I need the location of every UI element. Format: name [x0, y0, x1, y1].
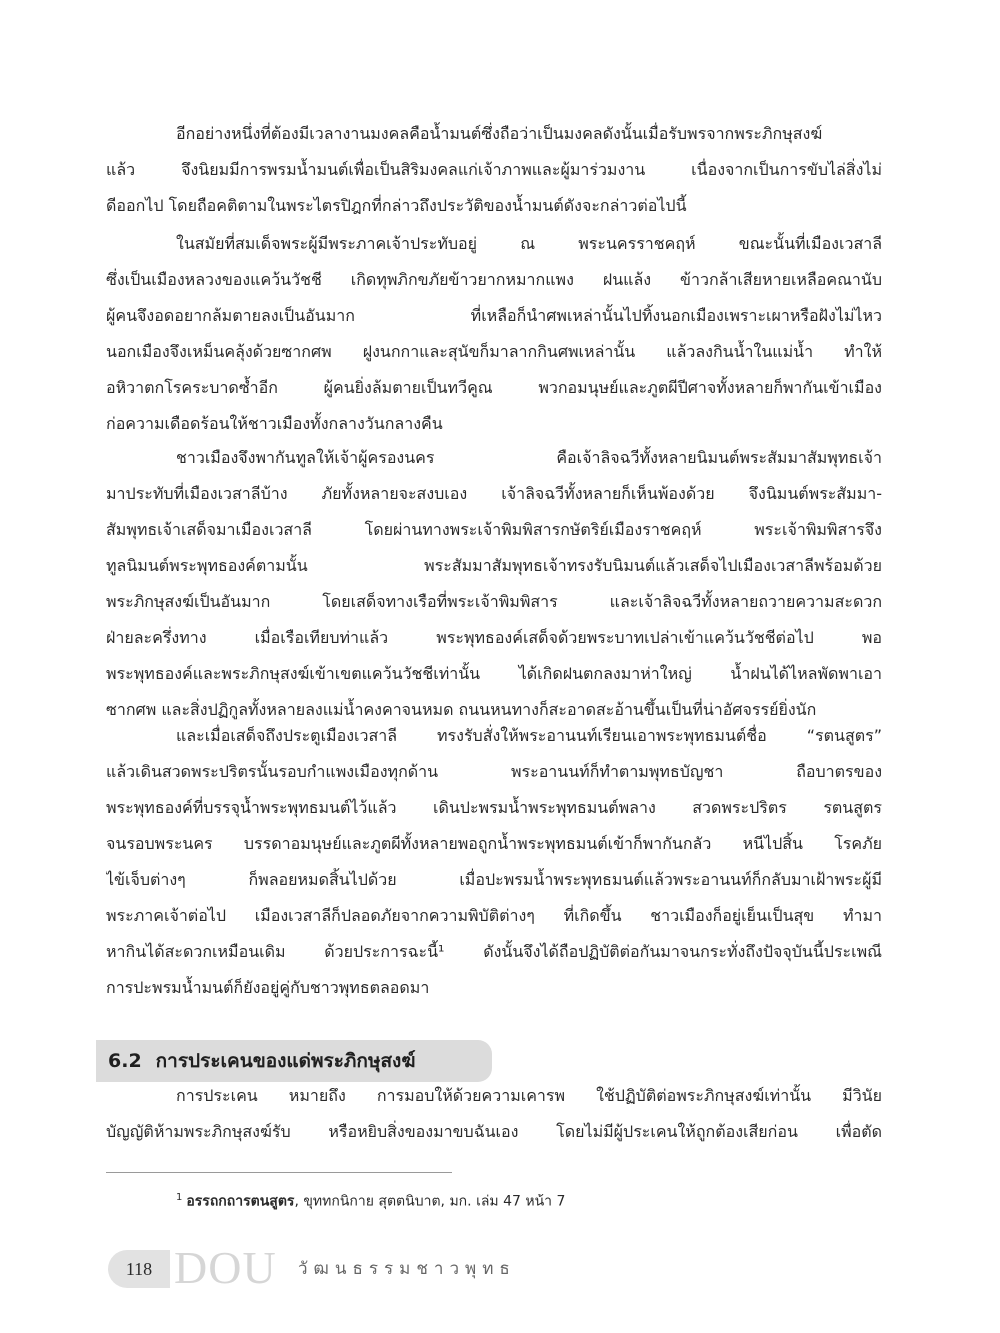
text-line: ฝ่ายละครึ่งทาง เมื่อเรือเทียบท่าแล้ว พระพุทธองค์เสด็จด้วยพระบาทเปล่าเข้าแคว้นวัชชีต่อไป พอ [106, 628, 882, 647]
paragraph-5 [106, 1078, 882, 1150]
text-line: อีกอย่างหนึ่งที่ต้องมีเวลางานมงคลคือน้ำมนต์ซึ่งถือว่าเป็นมงคลดังนั้นเมื่อรับพรจากพระภิกษุสงฆ์ [176, 124, 823, 143]
footnote-marker: 1 [176, 1192, 183, 1203]
text-line: มาประทับที่เมืองเวสาลีบ้าง ภัยทั้งหลายจะสงบเอง เจ้าลิจฉวีทั้งหลายก็เห็นพ้องด้วย จึงนิมนต์พระสัมมา- [106, 484, 882, 503]
dou-logo: DOU [174, 1242, 277, 1293]
text-line: พระพุทธองค์และพระภิกษุสงฆ์เข้าเขตแคว้นวัชชีเท่านั้น ได้เกิดฝนตกลงมาห่าใหญ่ น้ำฝนได้ไหลพัดพาเอา [106, 664, 882, 683]
footnote-reference: , ขุททกนิกาย สุตตนิบาต, มก. เล่ม 47 หน้า 7 [294, 1193, 566, 1210]
section-title: การประเคนของแด่พระภิกษุสงฆ์ [155, 1050, 416, 1072]
text-line: ชาวเมืองจึงพากันทูลให้เจ้าผู้ครองนคร คือเจ้าลิจฉวีทั้งหลายนิมนต์พระสัมมาสัมพุทธเจ้า [176, 448, 882, 467]
paragraph-3 [106, 440, 882, 728]
paragraph-2 [106, 226, 882, 442]
page-number: 118 [108, 1250, 170, 1288]
text-line: ซากศพ และสิ่งปฏิกูลทั้งหลายลงแม่น้ำคงคาจนหมด ถนนหนทางก็สะอาดสะอ้านขึ้นเป็นที่น่าอัศจรรย์ยิ่งนัก [106, 700, 817, 719]
text-line: บัญญัติห้ามพระภิกษุสงฆ์รับ หรือหยิบสิ่งของมาขบฉันเอง โดยไม่มีผู้ประเคนให้ถูกต้องเสียก่อน เพื่อตัด [106, 1122, 882, 1141]
paragraph-1 [106, 116, 882, 224]
text-line: ดีออกไป โดยถือคติตามในพระไตรปิฎกที่กล่าวถึงประวัติของน้ำมนต์ดังจะกล่าวต่อไปนี้ [106, 196, 687, 215]
paragraph-4 [106, 718, 882, 1006]
footnote [176, 1186, 565, 1214]
text-line: แล้ว จึงนิยมมีการพรมน้ำมนต์เพื่อเป็นสิริมงคลแก่เจ้าภาพและผู้มาร่วมงาน เนื่องจากเป็นการขับไล่สิ่งไม่ [106, 160, 882, 179]
text-line: จนรอบพระนคร บรรดาอมนุษย์และภูตผีทั้งหลายพอถูกน้ำพระพุทธมนต์เข้าก็พากันกลัว หนีไปสิ้น โรคภัย [106, 834, 882, 853]
text-line: ไข้เจ็บต่างๆ ก็พลอยหมดสิ้นไปด้วย เมื่อปะพรมน้ำพระพุทธมนต์แล้วพระอานนท์ก็กลับมาเฝ้าพระผู้มี [106, 870, 882, 889]
text-line: สัมพุทธเจ้าเสด็จมาเมืองเวสาลี โดยผ่านทางพระเจ้าพิมพิสารกษัตริย์เมืองราชคฤห์ พระเจ้าพิมพิสารจึง [106, 520, 882, 539]
text-line: และเมื่อเสด็จถึงประตูเมืองเวสาลี ทรงรับสั่งให้พระอานนท์เรียนเอาพระพุทธมนต์ชื่อ “รตนสูตร” [176, 726, 882, 745]
text-line: การประเคน หมายถึง การมอบให้ด้วยความเคารพ ใช้ปฏิบัติต่อพระภิกษุสงฆ์เท่านั้น มีวินัย [176, 1086, 882, 1105]
footnote-divider [106, 1172, 452, 1173]
section-number: 6.2 [108, 1050, 142, 1072]
text-line: พระภิกษุสงฆ์เป็นอันมาก โดยเสด็จทางเรือที่พระเจ้าพิมพิสาร และเจ้าลิจฉวีทั้งหลายถวายความสะดวก [106, 592, 882, 611]
text-line: หากินได้สะดวกเหมือนเดิม ด้วยประการฉะนี้¹ ดังนั้นจึงได้ถือปฏิบัติต่อกันมาจนกระทั่งถึงปัจจุบันนี้ประเพณี [106, 942, 882, 961]
text-line: ในสมัยที่สมเด็จพระผู้มีพระภาคเจ้าประทับอยู่ ณ พระนครราชคฤห์ ขณะนั้นที่เมืองเวสาลี [176, 234, 882, 253]
text-line: อหิวาตกโรคระบาดซ้ำอีก ผู้คนยิ่งล้มตายเป็นทวีคูณ พวกอมนุษย์และภูตผีปีศาจทั้งหลายก็พากันเข้าเมือง [106, 378, 882, 397]
text-line: แล้วเดินสวดพระปริตรนั้นรอบกำแพงเมืองทุกด้าน พระอานนท์ก็ทำตามพุทธบัญชา ถือบาตรของ [106, 762, 882, 781]
section-heading [96, 1040, 492, 1082]
footnote-source-title: อรรถกถารตนสูตร [186, 1193, 295, 1210]
text-line: ซึ่งเป็นเมืองหลวงของแคว้นวัชชี เกิดทุพภิกขภัยข้าวยากหมากแพง ฝนแล้ง ข้าวกล้าเสียหายเหลือคณานับ [106, 270, 882, 289]
text-line: นอกเมืองจึงเหม็นคลุ้งด้วยซากศพ ฝูงนกกาและสุนัขก็มาลากกินศพเหล่านั้น แล้วลงกินน้ำในแม่น้ำ ทำให้ [106, 342, 882, 361]
text-line: การปะพรมน้ำมนต์ก็ยังอยู่คู่กับชาวพุทธตลอดมา [106, 978, 430, 997]
text-line: ผู้คนจึงอดอยากล้มตายลงเป็นอันมาก ที่เหลือก็นำศพเหล่านั้นไปทิ้งนอกเมืองเพราะเผาหรือฝังไม่ไหว [106, 306, 882, 325]
text-line: พระพุทธองค์ที่บรรจุน้ำพระพุทธมนต์ไว้แล้ว เดินปะพรมน้ำพระพุทธมนต์พลาง สวดพระปริตร รตนสูตร [106, 798, 882, 817]
text-line: ทูลนิมนต์พระพุทธองค์ตามนั้น พระสัมมาสัมพุทธเจ้าทรงรับนิมนต์แล้วเสด็จไปเมืองเวสาลีพร้อมด้วย [106, 556, 882, 575]
text-line: พระภาคเจ้าต่อไป เมืองเวสาลีก็ปลอดภัยจากความพิบัติต่างๆ ที่เกิดขึ้น ชาวเมืองก็อยู่เย็นเป็นสุข ทำมา [106, 906, 882, 925]
text-line: ก่อความเดือดร้อนให้ชาวเมืองทั้งกลางวันกลางคืน [106, 414, 443, 433]
book-title: วัฒนธรรมชาวพุทธ [298, 1259, 516, 1279]
